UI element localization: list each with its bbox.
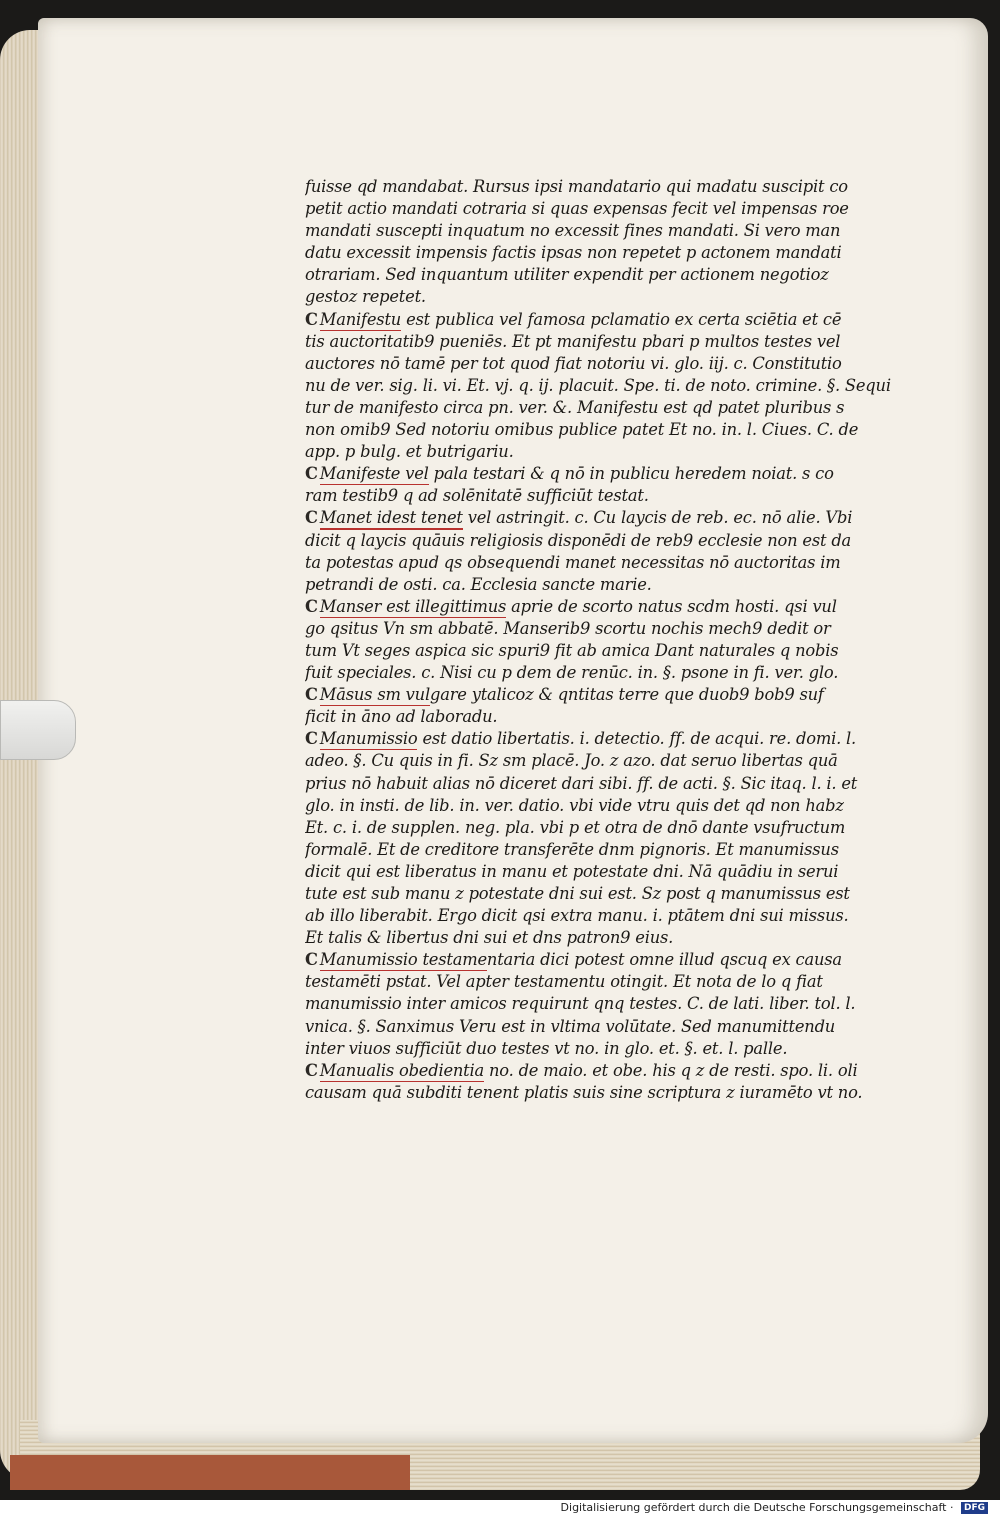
line-text: dicit q laycis quāuis religiosis disponēdi de reb9 ecclesie non est da	[305, 530, 852, 550]
line-text: fuit speciales. c. Nisi cu p dem de renūc. in. §. psone in fi. ver. glo.	[305, 663, 839, 683]
line-text: otrariam. Sed inquantum utiliter expendit per actionem negotioz	[305, 265, 829, 285]
text-line	[305, 485, 905, 507]
text-line	[305, 552, 905, 574]
line-text: formalē. Et de creditore transferēte dnm pignoris. Et manumissus	[305, 839, 839, 859]
text-line	[305, 1082, 905, 1104]
text-line	[305, 1038, 905, 1060]
page-clip	[0, 700, 76, 760]
book-binding	[10, 1455, 410, 1490]
text-line	[305, 905, 905, 927]
pilcrow-mark: C	[305, 1060, 318, 1080]
headword: Manser est illegittimus	[320, 597, 506, 618]
text-line	[305, 397, 905, 419]
text-line	[305, 861, 905, 883]
line-text: vel astringit. c. Cu laycis de reb. ec. nō alie. Vbi	[462, 508, 853, 528]
line-text: est publica vel famosa pclamatio ex certa sciētia et cē	[401, 309, 842, 329]
text-line	[305, 353, 905, 375]
text-line	[305, 375, 905, 397]
footer-credit: Digitalisierung gefördert durch die Deutsche Forschungsgemeinschaft · DFG	[561, 1500, 988, 1516]
line-text: petit actio mandati cotraria si quas expensas fecit vel impensas roe	[305, 199, 849, 219]
line-text: app. p bulg. et butrigariu.	[305, 442, 514, 462]
text-line	[305, 993, 905, 1015]
dfg-logo: DFG	[961, 1502, 988, 1514]
pilcrow-mark: C	[305, 508, 318, 528]
headword: Manet idest tenet	[320, 508, 463, 529]
line-text: prius nō habuit alias nō diceret dari sibi. ff. de acti. §. Sic itaq. l. i. et	[305, 773, 858, 793]
headword: Manumissio	[320, 729, 418, 750]
footer-credit-text: Digitalisierung gefördert durch die Deutsche Forschungsgemeinschaft	[560, 1501, 947, 1514]
line-text: ab illo liberabit. Ergo dicit qsi extra manu. i. ptātem dni sui missus.	[305, 906, 849, 926]
pilcrow-mark: C	[305, 685, 318, 705]
text-line	[305, 463, 905, 485]
text-line	[305, 441, 905, 463]
line-text: mandati suscepti inquatum no excessit fines mandati. Si vero man	[305, 221, 841, 241]
headword: Māsus sm vul	[320, 685, 430, 706]
line-text: auctores nō tamē per tot quod fiat notoriu vi. glo. iij. c. Constitutio	[305, 353, 842, 373]
text-line	[305, 198, 905, 220]
text-line	[305, 1060, 905, 1082]
line-text: adeo. §. Cu quis in fi. Sz sm placē. Jo. z azo. dat seruo libertas quā	[305, 751, 838, 771]
line-text: ntaria dici potest omne illud qscuq ex causa	[486, 950, 842, 970]
line-text: aprie de scorto natus scdm hosti. qsi vul	[506, 596, 837, 616]
text-line	[305, 750, 905, 772]
text-line	[305, 949, 905, 971]
headword: Manifestu	[320, 310, 401, 331]
line-text: manumissio inter amicos requirunt qnq testes. C. de lati. liber. tol. l.	[305, 994, 856, 1014]
line-text: go qsitus Vn sm abbatē. Manserib9 scortu nochis mech9 dedit or	[305, 618, 831, 638]
text-line	[305, 927, 905, 949]
line-text: dicit qui est liberatus in manu et potestate dni. Nā quādiu in serui	[305, 861, 839, 881]
line-text: tute est sub manu z potestate dni sui est. Sz post q manumissus est	[305, 884, 850, 903]
text-line	[305, 264, 905, 286]
text-line	[305, 640, 905, 662]
line-text: Et. c. i. de supplen. neg. pla. vbi p et otra de dnō dante vsufructum	[305, 817, 846, 837]
line-text: nu de ver. sig. li. vi. Et. vj. q. ij. placuit. Spe. ti. de noto. crimine. §. Sequi	[305, 375, 891, 395]
pilcrow-mark: C	[305, 596, 318, 616]
text-line	[305, 176, 905, 198]
line-text: glo. in insti. de lib. in. ver. datio. vbi vide vtru quis det qd non habz	[305, 795, 844, 815]
line-text: ram testib9 q ad solēnitatē sufficiūt testat.	[305, 486, 649, 506]
line-text: pala testari & q nō in publicu heredem noiat. s co	[428, 464, 834, 484]
line-text: Et talis & libertus dni sui et dns patron9 eius.	[305, 928, 674, 948]
line-text: tis auctoritatib9 pueniēs. Et pt manifestu pbari p multos testes vel	[305, 331, 841, 351]
text-line	[305, 220, 905, 242]
line-text: inter viuos sufficiūt duo testes vt no. in glo. et. §. et. l. palle.	[305, 1038, 788, 1058]
text-line	[305, 684, 905, 706]
line-text: ficit in āno ad laboradu.	[305, 707, 498, 727]
line-text: est datio libertatis. i. detectio. ff. de acqui. re. domi. l.	[417, 729, 857, 749]
text-line	[305, 242, 905, 264]
text-line	[305, 795, 905, 817]
text-line	[305, 596, 905, 618]
text-line	[305, 507, 905, 529]
headword: Manualis obedientia	[320, 1061, 484, 1082]
line-text: datu excessit impensis factis ipsas non repetet p actonem mandati	[305, 243, 842, 263]
line-text: testamēti pstat. Vel apter testamentu otingit. Et nota de lo q fiat	[305, 972, 823, 992]
headword: Manifeste vel	[320, 464, 429, 485]
text-line	[305, 728, 905, 750]
text-block	[305, 176, 905, 1104]
pilcrow-mark: C	[305, 464, 318, 484]
line-text: petrandi de osti. ca. Ecclesia sancte marie.	[305, 574, 652, 594]
pilcrow-mark: C	[305, 729, 318, 749]
text-line	[305, 662, 905, 684]
text-line	[305, 773, 905, 795]
text-line	[305, 286, 905, 308]
text-line	[305, 574, 905, 596]
line-text: vnica. §. Sanximus Veru est in vltima volūtate. Sed manumittendu	[305, 1016, 836, 1036]
pilcrow-mark: C	[305, 950, 318, 970]
line-text: gare ytalicoz & qntitas terre que duob9 bob9 suf	[429, 685, 824, 705]
text-line	[305, 419, 905, 441]
text-line	[305, 817, 905, 839]
line-text: non omib9 Sed notoriu omibus publice patet Et no. in. l. Ciues. C. de	[305, 420, 859, 440]
text-line	[305, 331, 905, 353]
line-text: causam quā subditi tenent platis suis sine scriptura z iuramēto vt no.	[305, 1082, 863, 1102]
text-line	[305, 971, 905, 993]
line-text: ta potestas apud qs obsequendi manet necessitas nō auctoritas im	[305, 552, 841, 572]
pilcrow-mark: C	[305, 309, 318, 329]
line-text: no. de maio. et obe. his q z de resti. spo. li. oli	[484, 1060, 858, 1080]
text-line	[305, 530, 905, 552]
text-line	[305, 839, 905, 861]
text-line	[305, 618, 905, 640]
text-line	[305, 309, 905, 331]
text-line	[305, 1016, 905, 1038]
headword: Manumissio testame	[320, 950, 487, 971]
line-text: tur de manifesto circa pn. ver. &. Manifestu est qd patet pluribus s	[305, 397, 845, 417]
line-text: gestoz repetet.	[305, 287, 426, 307]
line-text: fuisse qd mandabat. Rursus ipsi mandatario qui madatu suscipit co	[305, 177, 848, 196]
text-line	[305, 706, 905, 728]
text-line	[305, 883, 905, 905]
line-text: tum Vt seges aspica sic spuri9 fit ab amica Dant naturales q nobis	[305, 640, 839, 660]
